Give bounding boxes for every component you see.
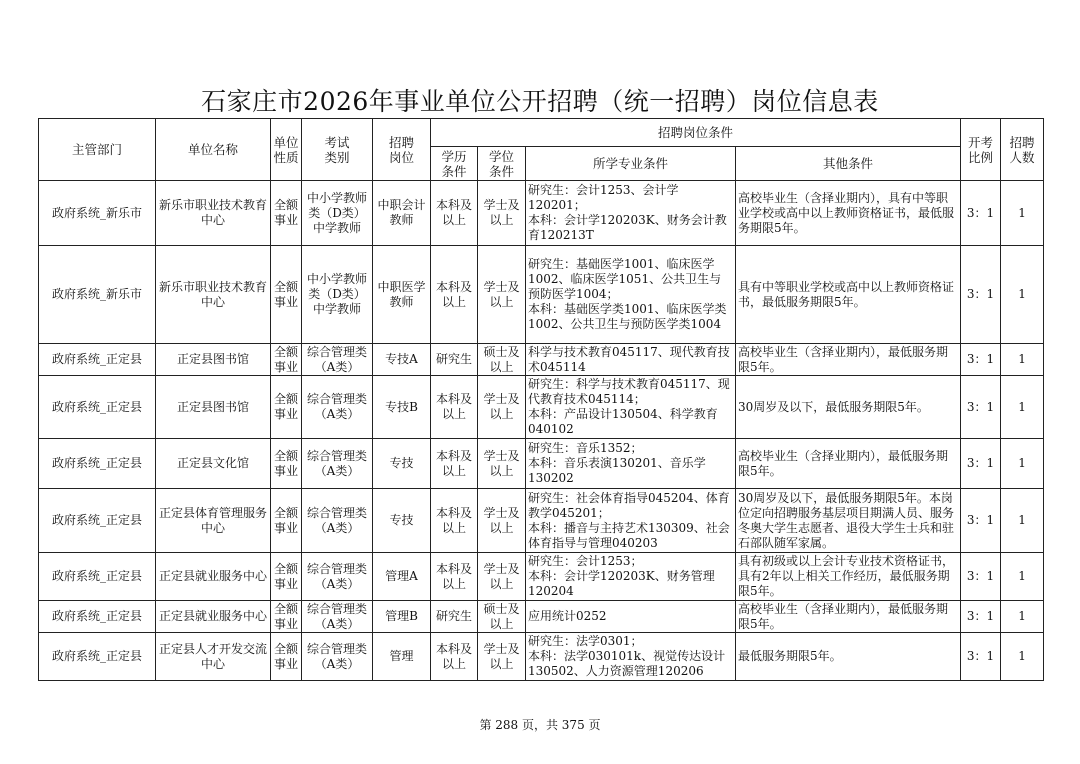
cell-ratio: 3：1 — [961, 376, 1001, 439]
header-count: 招聘 人数 — [1001, 119, 1044, 181]
table-row — [39, 601, 1044, 633]
cell-unit: 正定县文化馆 — [156, 439, 271, 489]
cell-count: 1 — [1001, 489, 1044, 553]
cell-exam: 综合管理类（A类） — [302, 633, 373, 681]
cell-degree: 学士及以上 — [478, 439, 526, 489]
cell-post: 管理A — [373, 553, 431, 601]
cell-unit: 正定县就业服务中心 — [156, 553, 271, 601]
cell-post: 专技 — [373, 489, 431, 553]
cell-count: 1 — [1001, 439, 1044, 489]
cell-education: 本科及以上 — [431, 376, 478, 439]
cell-degree: 硕士及以上 — [478, 601, 526, 633]
cell-dept: 政府系统_新乐市 — [39, 246, 156, 344]
cell-other: 高校毕业生（含择业期内），最低服务期限5年。 — [736, 601, 961, 633]
page-footer: 第 288 页，共 375 页 — [479, 718, 601, 732]
header-degree: 学位 条件 — [478, 147, 526, 181]
cell-count: 1 — [1001, 633, 1044, 681]
header-education: 学历 条件 — [431, 147, 478, 181]
cell-ratio: 3：1 — [961, 246, 1001, 344]
cell-major: 研究生：法学0301； 本科：法学030101k、视觉传达设计130502、人力资源管理120206 — [526, 633, 736, 681]
cell-other: 30周岁及以下，最低服务期限5年。 — [736, 376, 961, 439]
cell-nature: 全额事业 — [271, 439, 302, 489]
cell-ratio: 3：1 — [961, 439, 1001, 489]
cell-exam: 综合管理类（A类） — [302, 439, 373, 489]
cell-education: 本科及以上 — [431, 181, 478, 246]
table-row — [39, 181, 1044, 246]
cell-ratio: 3：1 — [961, 489, 1001, 553]
cell-unit: 正定县人才开发交流中心 — [156, 633, 271, 681]
cell-dept: 政府系统_正定县 — [39, 489, 156, 553]
cell-other: 高校毕业生（含择业期内），具有中等职业学校或高中以上教师资格证书，最低服务期限5年。 — [736, 181, 961, 246]
job-rows — [39, 181, 1044, 681]
cell-unit: 正定县图书馆 — [156, 376, 271, 439]
cell-ratio: 3：1 — [961, 601, 1001, 633]
cell-dept: 政府系统_正定县 — [39, 553, 156, 601]
cell-exam: 综合管理类（A类） — [302, 376, 373, 439]
cell-exam: 综合管理类（A类） — [302, 489, 373, 553]
cell-major: 研究生：会计1253； 本科：会计学120203K、财务管理120204 — [526, 553, 736, 601]
cell-dept: 政府系统_正定县 — [39, 344, 156, 376]
header-ratio: 开考 比例 — [961, 119, 1001, 181]
cell-major: 研究生：基础医学1001、临床医学1002、临床医学1051、公共卫生与预防医学1004； 本科：基础医学类1001、临床医学类1002、公共卫生与预防医学类1004 — [526, 246, 736, 344]
cell-education: 研究生 — [431, 344, 478, 376]
cell-other: 高校毕业生（含择业期内），最低服务期限5年。 — [736, 344, 961, 376]
cell-other: 30周岁及以下，最低服务期限5年。本岗位定向招聘服务基层项目期满人员、服务冬奥大学生志愿者、退役大学生士兵和驻石部队随军家属。 — [736, 489, 961, 553]
cell-major: 科学与技术教育045117、现代教育技术045114 — [526, 344, 736, 376]
cell-nature: 全额事业 — [271, 246, 302, 344]
cell-exam: 综合管理类（A类） — [302, 344, 373, 376]
header-unit: 单位名称 — [156, 119, 271, 181]
cell-degree: 学士及以上 — [478, 376, 526, 439]
cell-count: 1 — [1001, 553, 1044, 601]
cell-dept: 政府系统_正定县 — [39, 601, 156, 633]
job-table — [38, 118, 1044, 681]
header-nature: 单位 性质 — [271, 119, 302, 181]
cell-nature: 全额事业 — [271, 633, 302, 681]
document-title: 石家庄市2026年事业单位公开招聘（统一招聘）岗位信息表 — [201, 87, 879, 116]
cell-exam: 综合管理类（A类） — [302, 601, 373, 633]
cell-dept: 政府系统_正定县 — [39, 633, 156, 681]
cell-count: 1 — [1001, 601, 1044, 633]
cell-ratio: 3：1 — [961, 553, 1001, 601]
cell-other: 高校毕业生（含择业期内），最低服务期限5年。 — [736, 439, 961, 489]
cell-post: 管理B — [373, 601, 431, 633]
cell-major: 研究生：会计1253、会计学120201； 本科：会计学120203K、财务会计教育120213T — [526, 181, 736, 246]
cell-degree: 学士及以上 — [478, 553, 526, 601]
cell-post: 中职医学教师 — [373, 246, 431, 344]
cell-education: 研究生 — [431, 601, 478, 633]
cell-other: 最低服务期限5年。 — [736, 633, 961, 681]
cell-other: 具有初级或以上会计专业技术资格证书，具有2年以上相关工作经历，最低服务期限5年。 — [736, 553, 961, 601]
cell-degree: 学士及以上 — [478, 181, 526, 246]
header-post: 招聘 岗位 — [373, 119, 431, 181]
table-row — [39, 246, 1044, 344]
cell-ratio: 3：1 — [961, 633, 1001, 681]
table-row — [39, 489, 1044, 553]
cell-other: 具有中等职业学校或高中以上教师资格证书，最低服务期限5年。 — [736, 246, 961, 344]
cell-post: 专技 — [373, 439, 431, 489]
cell-major: 研究生：科学与技术教育045117、现代教育技术045114； 本科：产品设计130504、科学教育040102 — [526, 376, 736, 439]
header-major: 所学专业条件 — [526, 147, 736, 181]
cell-dept: 政府系统_正定县 — [39, 376, 156, 439]
cell-unit: 正定县就业服务中心 — [156, 601, 271, 633]
cell-post: 专技B — [373, 376, 431, 439]
header-other: 其他条件 — [736, 147, 961, 181]
cell-count: 1 — [1001, 181, 1044, 246]
cell-degree: 学士及以上 — [478, 246, 526, 344]
cell-nature: 全额事业 — [271, 553, 302, 601]
cell-dept: 政府系统_新乐市 — [39, 181, 156, 246]
cell-exam: 综合管理类（A类） — [302, 553, 373, 601]
cell-count: 1 — [1001, 246, 1044, 344]
header-conditions: 招聘岗位条件 — [431, 119, 961, 147]
cell-ratio: 3：1 — [961, 181, 1001, 246]
cell-count: 1 — [1001, 344, 1044, 376]
cell-unit: 正定县图书馆 — [156, 344, 271, 376]
cell-education: 本科及以上 — [431, 633, 478, 681]
cell-nature: 全额事业 — [271, 344, 302, 376]
header-dept: 主管部门 — [39, 119, 156, 181]
table-row — [39, 553, 1044, 601]
cell-degree: 硕士及以上 — [478, 344, 526, 376]
cell-degree: 学士及以上 — [478, 489, 526, 553]
cell-ratio: 3：1 — [961, 344, 1001, 376]
cell-major: 研究生：音乐1352； 本科：音乐表演130201、音乐学130202 — [526, 439, 736, 489]
cell-nature: 全额事业 — [271, 601, 302, 633]
table-row — [39, 344, 1044, 376]
cell-unit: 新乐市职业技术教育中心 — [156, 181, 271, 246]
table-row — [39, 633, 1044, 681]
cell-unit: 新乐市职业技术教育中心 — [156, 246, 271, 344]
cell-exam: 中小学教师类（D类）中学教师 — [302, 181, 373, 246]
cell-unit: 正定县体育管理服务中心 — [156, 489, 271, 553]
cell-education: 本科及以上 — [431, 439, 478, 489]
header-exam: 考试 类别 — [302, 119, 373, 181]
table-row — [39, 376, 1044, 439]
cell-education: 本科及以上 — [431, 246, 478, 344]
cell-nature: 全额事业 — [271, 489, 302, 553]
cell-major: 应用统计0252 — [526, 601, 736, 633]
cell-nature: 全额事业 — [271, 181, 302, 246]
cell-nature: 全额事业 — [271, 376, 302, 439]
cell-post: 管理 — [373, 633, 431, 681]
cell-degree: 学士及以上 — [478, 633, 526, 681]
cell-exam: 中小学教师类（D类）中学教师 — [302, 246, 373, 344]
cell-post: 中职会计教师 — [373, 181, 431, 246]
cell-major: 研究生：社会体育指导045204、体育教学045201； 本科：播音与主持艺术130309、社会体育指导与管理040203 — [526, 489, 736, 553]
cell-post: 专技A — [373, 344, 431, 376]
cell-dept: 政府系统_正定县 — [39, 439, 156, 489]
table-row — [39, 439, 1044, 489]
cell-education: 本科及以上 — [431, 489, 478, 553]
cell-education: 本科及以上 — [431, 553, 478, 601]
cell-count: 1 — [1001, 376, 1044, 439]
